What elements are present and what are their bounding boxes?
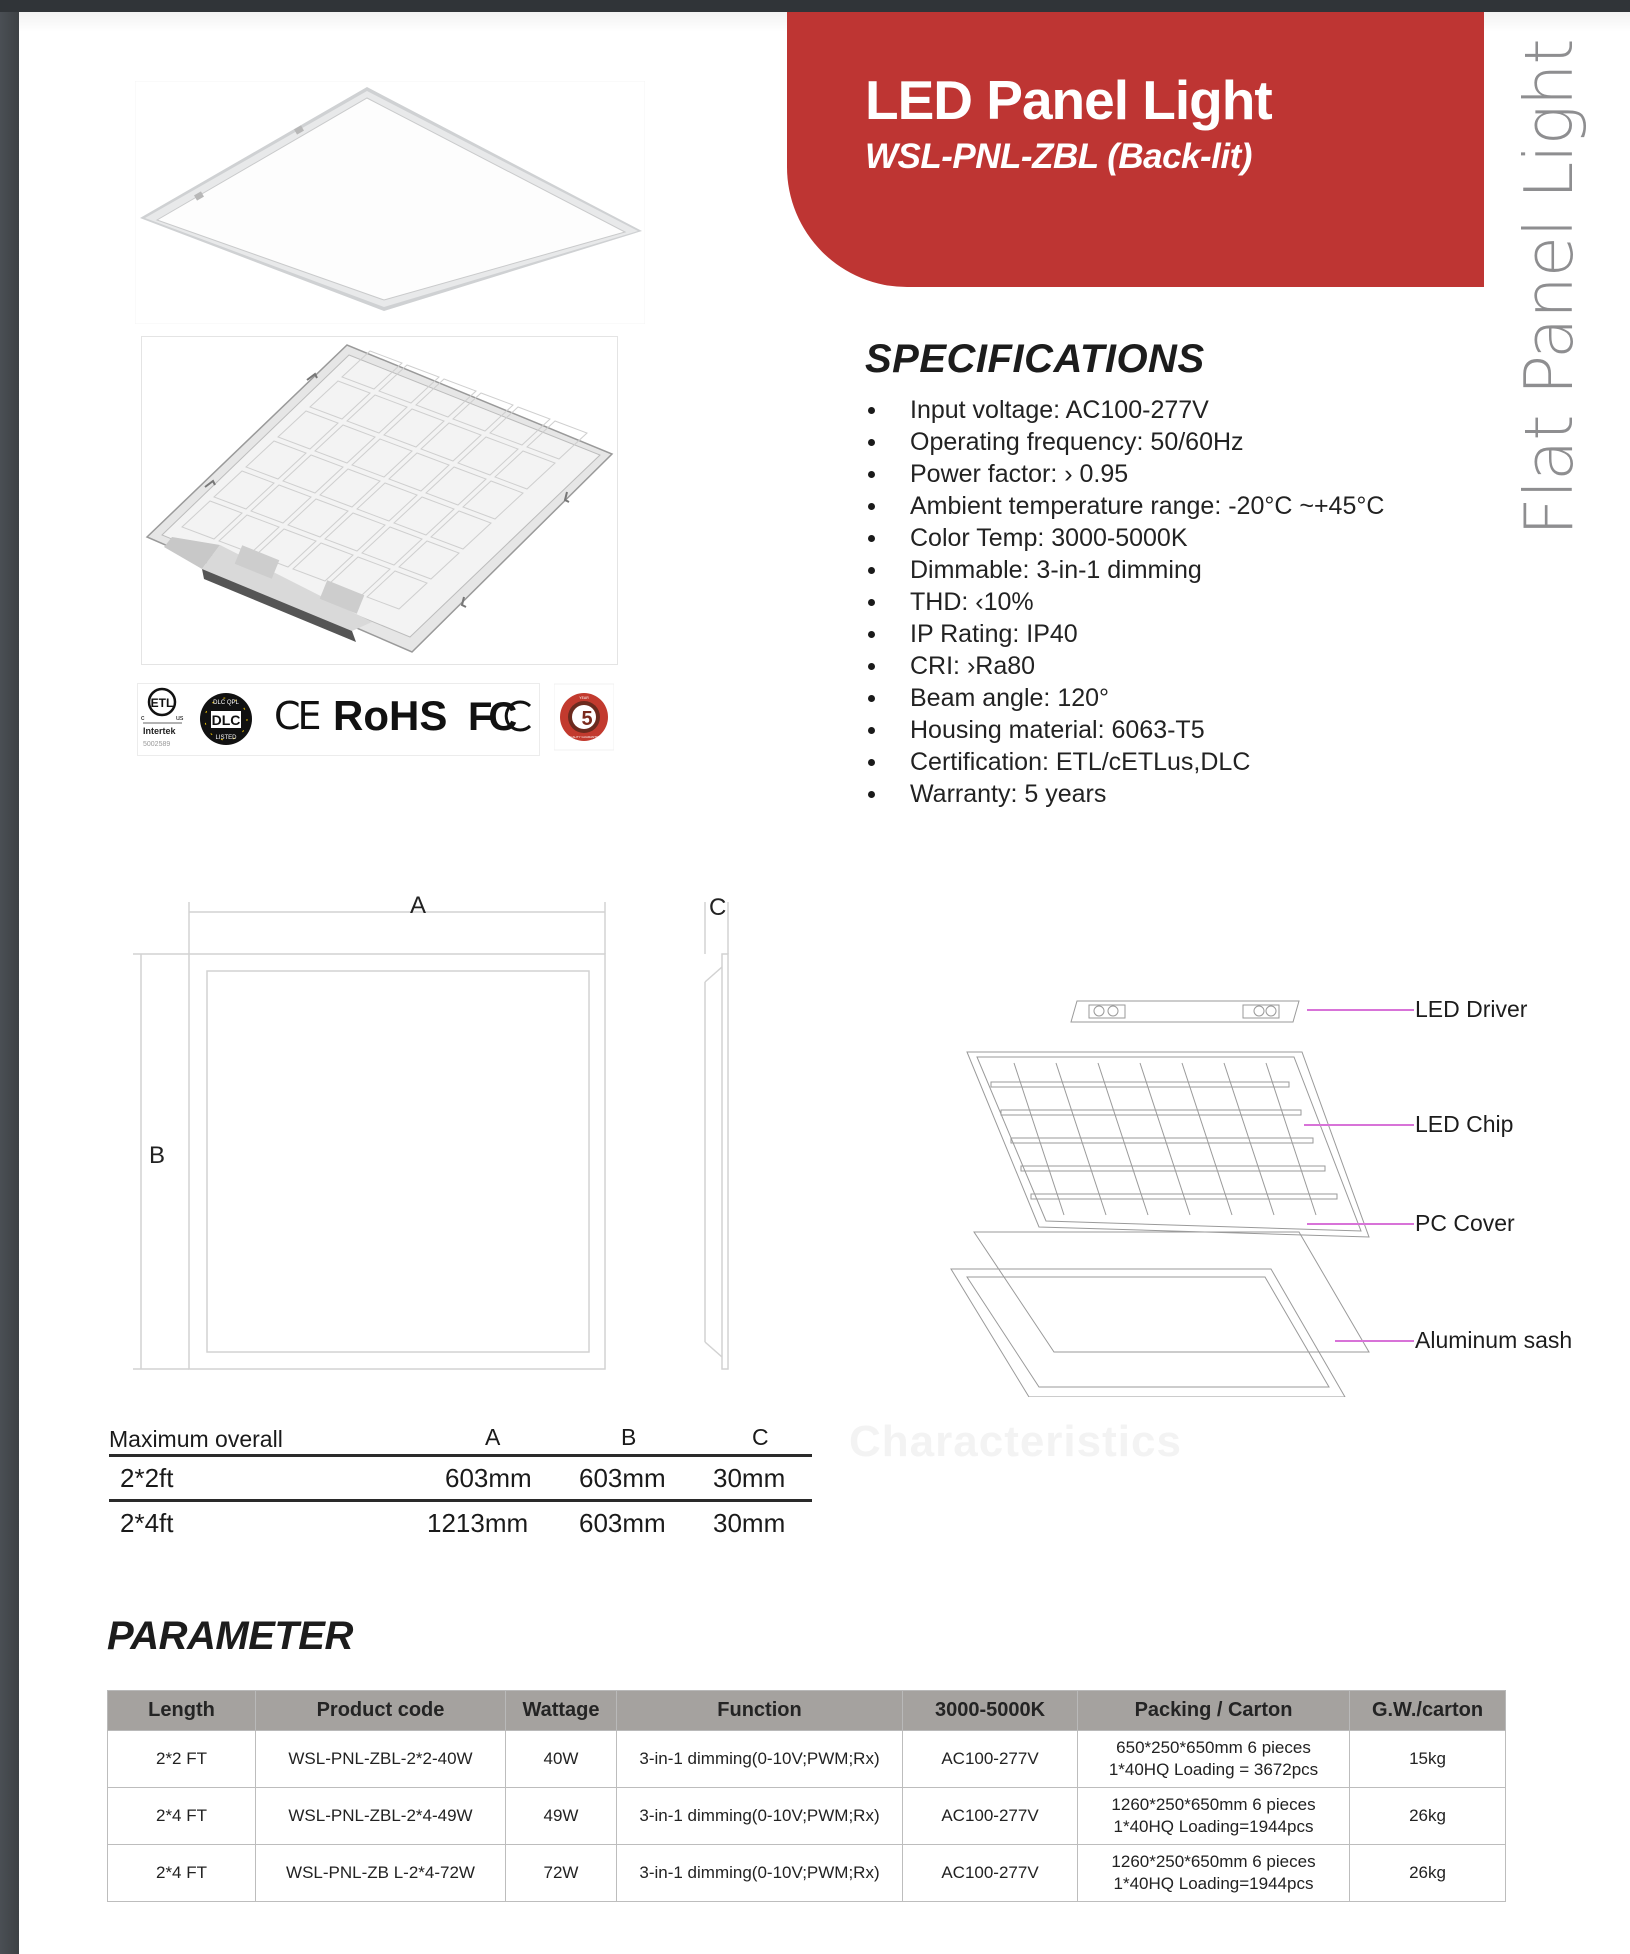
spec-item [865, 650, 1384, 682]
table-row [108, 1731, 1506, 1788]
spec-item [865, 778, 1384, 810]
cell-length: 2*4 FT [108, 1788, 256, 1845]
spec-text: Ambient temperature range: -20°C ~+45°C [910, 492, 1385, 520]
aluminum-sash-part [951, 1269, 1345, 1397]
spec-item [865, 490, 1384, 522]
spec-item [865, 618, 1384, 650]
cell-function: 3-in-1 dimming(0-10V;PWM;Rx) [617, 1731, 903, 1788]
certification-logos-art [138, 684, 539, 755]
dim-c: 30mm [713, 1463, 786, 1493]
spec-item [865, 586, 1384, 618]
product-photo-front [135, 81, 645, 324]
bullet-icon [868, 599, 875, 606]
specifications-heading: SPECIFICATIONS [865, 337, 1205, 381]
cell-function: 3-in-1 dimming(0-10V;PWM;Rx) [617, 1845, 903, 1902]
fcc-logo [468, 695, 530, 739]
fcc-mark: FC [468, 695, 514, 739]
bullet-icon [868, 407, 875, 414]
cell-length: 2*2 FT [108, 1731, 256, 1788]
datasheet-page [19, 12, 1630, 1954]
table-row [108, 1788, 1506, 1845]
bullet-icon [868, 759, 875, 766]
spec-text: IP Rating: IP40 [910, 620, 1078, 648]
product-title: LED Panel Light [865, 69, 1272, 131]
cell-packing [1078, 1788, 1350, 1845]
warranty-word: YEAR [579, 696, 589, 700]
rohs-mark: RoHS [333, 692, 448, 739]
column-header-weight: G.W./carton [1350, 1691, 1506, 1731]
cell-function: 3-in-1 dimming(0-10V;PWM;Rx) [617, 1788, 903, 1845]
cell-product-code: WSL-PNL-ZB L-2*4-72W [256, 1845, 506, 1902]
exploded-label-pc-cover: PC Cover [1415, 1210, 1515, 1236]
table-row [108, 1845, 1506, 1902]
parameter-table [107, 1690, 1506, 1902]
column-header-function: Function [617, 1691, 903, 1731]
viewer-top-bar [0, 0, 1630, 12]
led-driver-part [1071, 1001, 1299, 1022]
dimension-label-c: C [709, 894, 727, 921]
dimension-label-b: B [149, 1142, 166, 1169]
cell-weight: 26kg [1350, 1845, 1506, 1902]
bullet-icon [868, 663, 875, 670]
dimension-table-row [107, 1457, 817, 1499]
packing-line-2: 1*40HQ Loading=1944pcs [1113, 1817, 1314, 1836]
dim-a: 603mm [445, 1463, 532, 1493]
spec-item [865, 394, 1384, 426]
dimension-table [107, 1412, 817, 1544]
dimension-drawing-art [119, 872, 739, 1382]
cell-wattage: 40W [506, 1731, 617, 1788]
spec-text: Operating frequency: 50/60Hz [910, 428, 1244, 456]
column-header-color-temp: 3000-5000K [903, 1691, 1078, 1731]
bullet-icon [868, 503, 875, 510]
led-grid-line [1140, 1063, 1190, 1215]
spec-text: CRI: ›Ra80 [910, 652, 1036, 680]
parameter-table-header [108, 1691, 1506, 1731]
packing-line-2: 1*40HQ Loading = 3672pcs [1108, 1760, 1319, 1779]
packing-line-1: 650*250*650mm 6 pieces [1116, 1738, 1311, 1757]
dim-b: 603mm [579, 1508, 666, 1538]
spec-text: Beam angle: 120° [910, 684, 1110, 712]
led-strip [1021, 1166, 1325, 1171]
exploded-view-diagram [909, 977, 1609, 1397]
dimension-drawing [119, 872, 739, 1382]
dim-size: 2*2ft [120, 1463, 174, 1493]
dim-b: 603mm [579, 1463, 666, 1493]
spec-item [865, 522, 1384, 554]
bullet-icon [868, 471, 875, 478]
packing-line-2: 1*40HQ Loading=1944pcs [1113, 1874, 1314, 1893]
packing-line-1: 1260*250*650mm 6 pieces [1111, 1852, 1316, 1871]
cell-wattage: 49W [506, 1788, 617, 1845]
cell-weight: 26kg [1350, 1788, 1506, 1845]
spec-item [865, 426, 1384, 458]
led-strip [1011, 1138, 1313, 1143]
dlc-mark: DLC [211, 712, 241, 728]
spec-text: Certification: ETL/cETLus,DLC [910, 748, 1251, 776]
side-category-title-wrap [1510, 39, 1588, 536]
bullet-icon [868, 791, 875, 798]
spec-item [865, 746, 1384, 778]
etl-mark: ETL [150, 696, 174, 710]
led-grid-line [1098, 1063, 1148, 1215]
five-year-warranty-badge [554, 682, 614, 752]
cell-product-code: WSL-PNL-ZBL-2*4-49W [256, 1788, 506, 1845]
spec-text: Power factor: › 0.95 [910, 460, 1129, 488]
bullet-icon [868, 631, 875, 638]
specifications-list [865, 394, 1384, 810]
dim-header-label: Maximum overall [109, 1426, 283, 1452]
dim-a: 1213mm [427, 1508, 529, 1538]
spec-text: Warranty: 5 years [910, 780, 1107, 808]
column-header-product-code: Product code [256, 1691, 506, 1731]
bullet-icon [868, 567, 875, 574]
etl-us: us [176, 715, 184, 722]
pc-cover-part [974, 1232, 1369, 1352]
etl-c: c [141, 715, 145, 722]
viewer-left-gutter [0, 12, 19, 1954]
watermark-text: Characteristics [849, 1417, 1182, 1466]
dimension-label-a: A [410, 892, 427, 919]
exploded-label-led-chip: LED Chip [1415, 1111, 1514, 1137]
spec-text: Dimmable: 3-in-1 dimming [910, 556, 1202, 584]
product-model: WSL-PNL-ZBL (Back-lit) [865, 137, 1252, 176]
side-category-title: Flat Panel Light [1510, 39, 1588, 536]
bullet-icon [868, 695, 875, 702]
cell-weight: 15kg [1350, 1731, 1506, 1788]
spec-text: Color Temp: 3000-5000K [910, 524, 1188, 552]
spec-item [865, 458, 1384, 490]
cell-voltage: AC100-277V [903, 1845, 1078, 1902]
dim-size: 2*4ft [120, 1508, 174, 1538]
dim-header-c: C [752, 1424, 769, 1450]
spec-item [865, 714, 1384, 746]
cell-packing [1078, 1845, 1350, 1902]
dimension-table-row [107, 1502, 817, 1544]
product-photo-back [141, 336, 618, 665]
dlc-top: DLC QPL [213, 700, 239, 706]
exploded-label-aluminum-sash: Aluminum sash [1415, 1327, 1573, 1353]
spec-item [865, 682, 1384, 714]
header-banner [787, 12, 1484, 287]
cell-packing [1078, 1731, 1350, 1788]
spec-item [865, 554, 1384, 586]
etl-number: 5002589 [143, 741, 171, 748]
dimension-table-header [107, 1412, 817, 1454]
spec-text: Input voltage: AC100-277V [910, 396, 1209, 424]
spec-text: THD: ‹10% [910, 588, 1034, 616]
bullet-icon [868, 727, 875, 734]
column-header-packing: Packing / Carton [1078, 1691, 1350, 1731]
led-grid-line [1182, 1063, 1232, 1215]
warranty-number: 5 [581, 708, 593, 730]
cell-length: 2*4 FT [108, 1845, 256, 1902]
cell-voltage: AC100-277V [903, 1788, 1078, 1845]
parameter-heading: PARAMETER [107, 1614, 353, 1658]
led-chip-part [967, 1052, 1369, 1237]
cell-voltage: AC100-277V [903, 1731, 1078, 1788]
ce-mark: CE [274, 694, 319, 738]
led-strip [991, 1082, 1289, 1087]
certification-logos [137, 683, 540, 756]
column-header-wattage: Wattage [506, 1691, 617, 1731]
exploded-label-led-driver: LED Driver [1415, 996, 1528, 1022]
column-header-length: Length [108, 1691, 256, 1731]
led-grid-line [1266, 1063, 1316, 1215]
dim-c: 30mm [713, 1508, 786, 1538]
cell-wattage: 72W [506, 1845, 617, 1902]
dlc-logo [200, 693, 252, 745]
warranty-ring-text: QUALITY GUARANTEE [567, 735, 601, 739]
bullet-icon [868, 439, 875, 446]
spec-text: Housing material: 6063-T5 [910, 716, 1205, 744]
led-grid-line [1014, 1063, 1064, 1215]
bullet-icon [868, 535, 875, 542]
led-grid-line [1224, 1063, 1274, 1215]
dlc-bottom: LISTED [215, 735, 237, 741]
etl-brand: Intertek [143, 726, 176, 736]
led-strip [1001, 1110, 1301, 1115]
etl-listed-logo [141, 689, 184, 748]
dim-header-b: B [621, 1424, 637, 1450]
dim-header-a: A [485, 1424, 501, 1450]
cell-product-code: WSL-PNL-ZBL-2*2-40W [256, 1731, 506, 1788]
led-grid-line [1056, 1063, 1106, 1215]
packing-line-1: 1260*250*650mm 6 pieces [1111, 1795, 1316, 1814]
